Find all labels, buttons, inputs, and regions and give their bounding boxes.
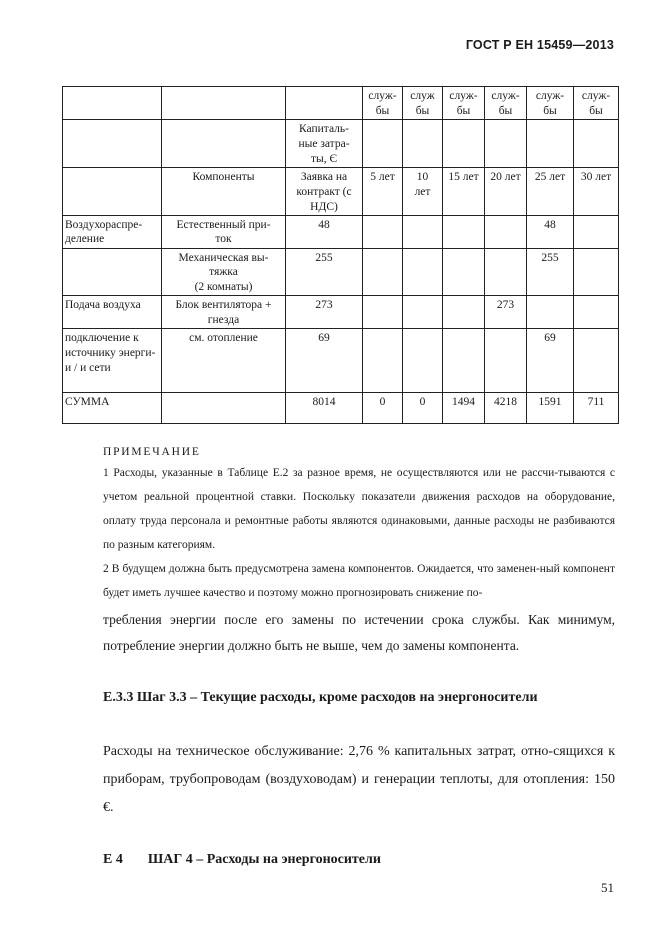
capital-cost-row bbox=[63, 119, 619, 167]
table-cell bbox=[574, 215, 619, 248]
table-cell bbox=[527, 296, 574, 329]
year-header: 10 лет bbox=[403, 167, 443, 215]
service-header-cell: служ- бы bbox=[574, 87, 619, 120]
table-row bbox=[63, 215, 619, 248]
section-e4-title: ШАГ 4 – Расходы на энергоносители bbox=[147, 852, 381, 867]
table-cell bbox=[363, 296, 403, 329]
table-cell bbox=[363, 248, 403, 296]
row-component: Естественный при- ток bbox=[162, 215, 286, 248]
row-component bbox=[162, 393, 286, 424]
section-e33-heading: Е.3.3 Шаг 3.3 – Текущие расходы, кроме расходов на энергоносители bbox=[103, 690, 538, 705]
cost-table bbox=[62, 86, 619, 424]
year-header: 5 лет bbox=[363, 167, 403, 215]
page-number: 51 bbox=[601, 880, 614, 895]
contract-header: Заявка на контракт (с НДС) bbox=[286, 167, 363, 215]
table-cell: 4218 bbox=[485, 393, 527, 424]
note-paragraph-2-cont bbox=[103, 607, 615, 659]
note-paragraph-2 bbox=[103, 557, 615, 605]
table-cell bbox=[443, 215, 485, 248]
row-component: Блок вентилятора + гнезда bbox=[162, 296, 286, 329]
row-group: подключение к источнику энерги- и / и сети bbox=[63, 329, 162, 393]
table-cell bbox=[485, 329, 527, 393]
components-header: Компоненты bbox=[162, 167, 286, 215]
note-paragraph-1 bbox=[103, 461, 615, 557]
table-cell bbox=[403, 329, 443, 393]
service-header-cell: служ- бы bbox=[363, 87, 403, 120]
row-contract: 255 bbox=[286, 248, 363, 296]
table-cell bbox=[443, 248, 485, 296]
table-cell: 255 bbox=[527, 248, 574, 296]
row-contract: 8014 bbox=[286, 393, 363, 424]
table-cell: 1591 bbox=[527, 393, 574, 424]
document-header: ГОСТ Р ЕН 15459—2013 bbox=[465, 38, 614, 52]
service-header-row bbox=[63, 87, 619, 120]
section-e33-paragraph bbox=[103, 738, 615, 822]
year-header: 15 лет bbox=[443, 167, 485, 215]
table-cell bbox=[363, 329, 403, 393]
table-cell bbox=[574, 248, 619, 296]
note-text-1: 1 Расходы, указанные в Таблице Е.2 за разное время, не осуществляются или не рассчи-тываются с учетом реальной процентной ставки. Поскольку показатели движения расходов на оборудование, оплату труда персонала и ремонтные работы являются одинаковыми, данные расходы не разбиваются по разным категориям. bbox=[103, 467, 615, 551]
table-cell bbox=[443, 296, 485, 329]
table-cell bbox=[443, 329, 485, 393]
table-row bbox=[63, 248, 619, 296]
table-cell bbox=[403, 215, 443, 248]
note-text-2: 2 В будущем должна быть предусмотрена замена компонентов. Ожидается, что заменен-ный компонент будет иметь лучшее качество и поэтому можно прогнозировать снижение по- bbox=[103, 563, 615, 599]
capital-cost-header: Капиталь- ные затра- ты, Є bbox=[286, 119, 363, 167]
table-cell bbox=[574, 296, 619, 329]
row-component: Механическая вы- тяжка (2 комнаты) bbox=[162, 248, 286, 296]
table-cell bbox=[403, 248, 443, 296]
table-cell: 0 bbox=[363, 393, 403, 424]
table-cell: 711 bbox=[574, 393, 619, 424]
service-header-cell: служ- бы bbox=[527, 87, 574, 120]
service-header-cell: служ- бы bbox=[485, 87, 527, 120]
row-contract: 273 bbox=[286, 296, 363, 329]
note-text-2-cont: требления энергии после его замены по истечении срока службы. Как минимум, потребление энергии должно быть не выше, чем до замены компонента. bbox=[103, 612, 615, 653]
section-e4-number: Е 4 bbox=[103, 852, 123, 867]
table-cell: 48 bbox=[527, 215, 574, 248]
row-contract: 69 bbox=[286, 329, 363, 393]
sum-row bbox=[63, 393, 619, 424]
year-header: 30 лет bbox=[574, 167, 619, 215]
row-component: см. отопление bbox=[162, 329, 286, 393]
row-group: Подача воздуха bbox=[63, 296, 162, 329]
table-cell: 69 bbox=[527, 329, 574, 393]
row-group: Воздухораспре- деление bbox=[63, 215, 162, 248]
service-header-cell: служ- бы bbox=[443, 87, 485, 120]
year-header: 20 лет bbox=[485, 167, 527, 215]
years-header-row bbox=[63, 167, 619, 215]
table-row bbox=[63, 329, 619, 393]
table-cell bbox=[485, 248, 527, 296]
table-cell: 0 bbox=[403, 393, 443, 424]
row-group: СУММА bbox=[63, 393, 162, 424]
note-title: ПРИМЕЧАНИЕ bbox=[103, 446, 201, 458]
year-header: 25 лет bbox=[527, 167, 574, 215]
table-cell: 1494 bbox=[443, 393, 485, 424]
table-cell bbox=[363, 215, 403, 248]
section-e33-text: Расходы на техническое обслуживание: 2,76 % капитальных затрат, отно-сящихся к приборам, трубопроводам (воздуховодам) и генерации теплоты, для отопления: 150 €. bbox=[103, 744, 615, 815]
row-contract: 48 bbox=[286, 215, 363, 248]
table-cell bbox=[485, 215, 527, 248]
row-group bbox=[63, 248, 162, 296]
table-row bbox=[63, 296, 619, 329]
table-cell bbox=[574, 329, 619, 393]
service-header-cell: служ бы bbox=[403, 87, 443, 120]
table-cell bbox=[403, 296, 443, 329]
table-cell: 273 bbox=[485, 296, 527, 329]
section-e4-heading bbox=[103, 852, 381, 868]
